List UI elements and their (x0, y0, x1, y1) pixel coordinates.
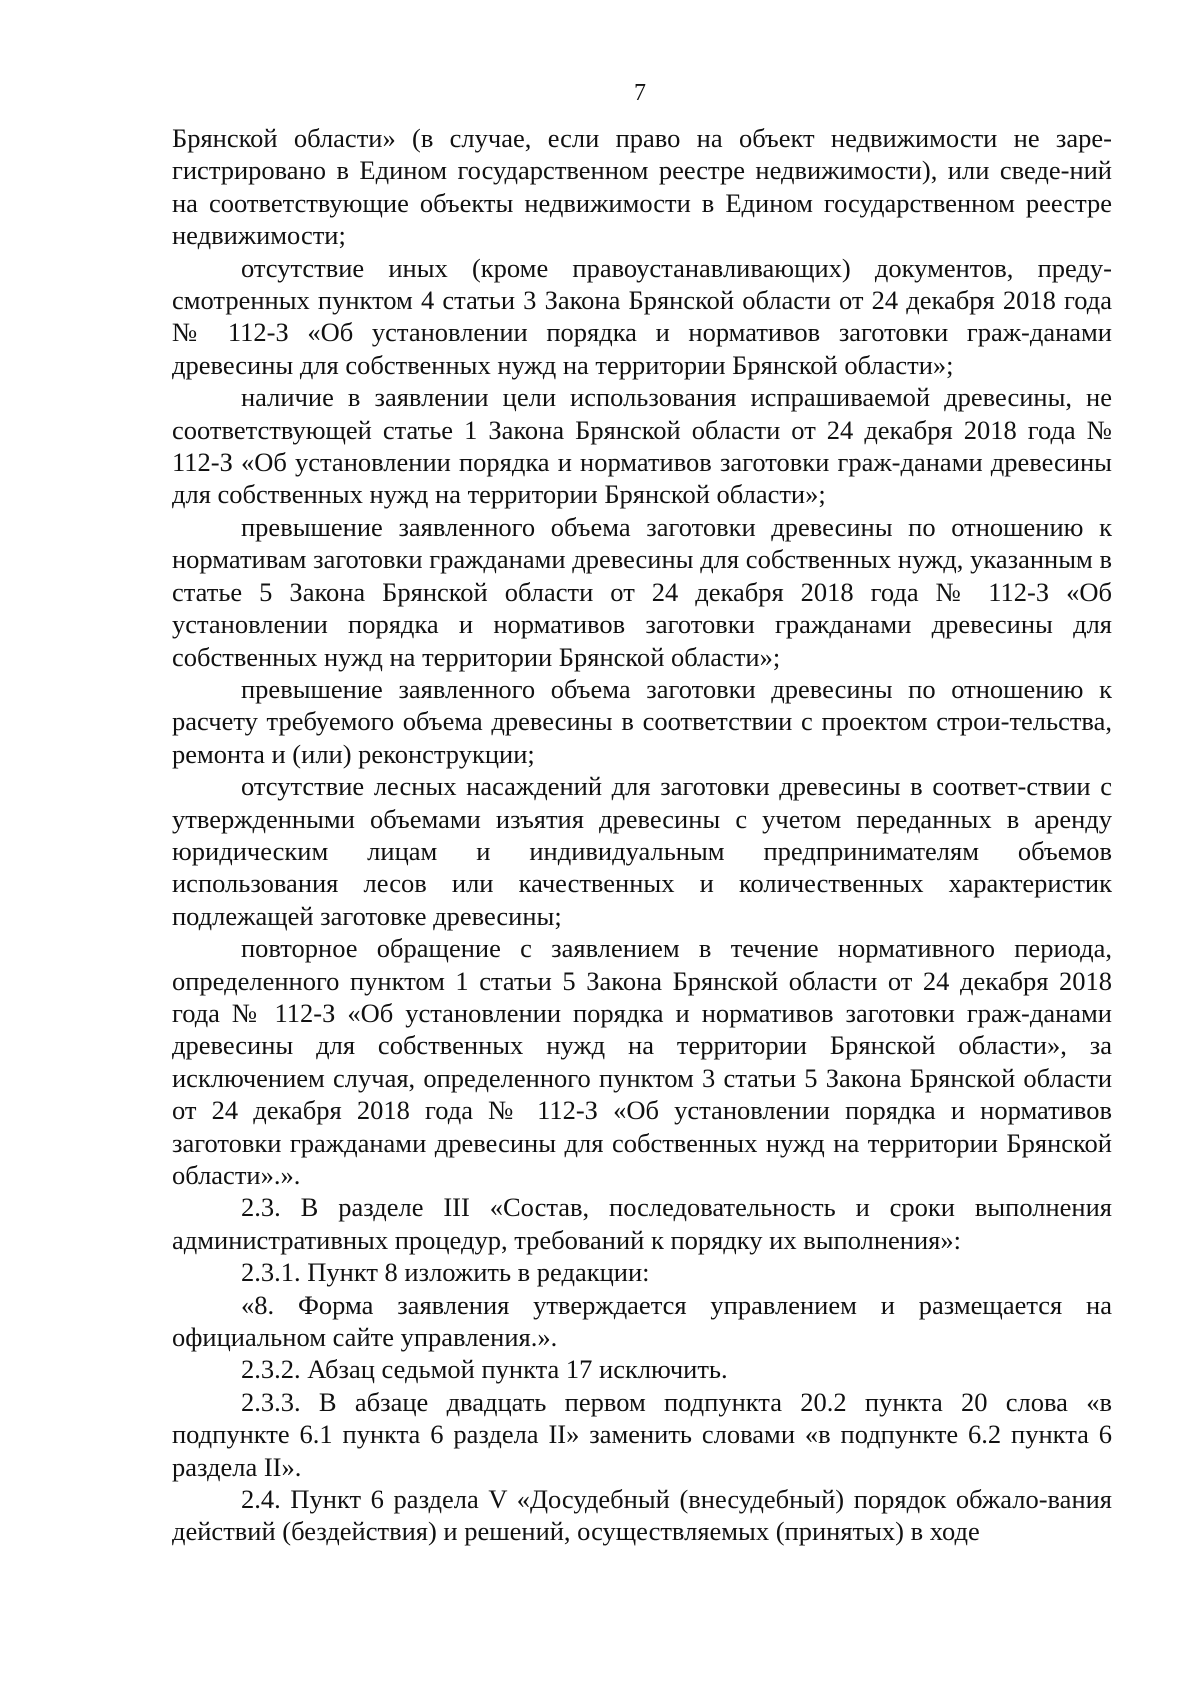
paragraph-purpose-mismatch: наличие в заявлении цели использования испрашиваемой древесины, не соответствующей статье 1 Закона Брянской области от 24 декабря 2018 года № 112-З «Об установлении порядка и нормативов заготовки граж-данами древесины для собственных нужд на территории Брянской области»; (172, 382, 1112, 510)
paragraph-repeat-request: повторное обращение с заявлением в течение нормативного периода, определенного пунктом 1 статьи 5 Закона Брянской области от 24 декабря 2018 года № 112-З «Об установлении порядка и нормативов заготовки граж-данами древесины для собственных нужд на территории Брянской области», за исключением случая, определенного пунктом 3 статьи 5 Закона Брянской области от 24 декабря 2018 года № 112-З «Об установлении порядка и нормативов заготовки гражданами древесины для собственных нужд на территории Брянской области».». (172, 933, 1112, 1190)
paragraph-no-forest: отсутствие лесных насаждений для заготовки древесины в соответ-ствии с утвержденными объемами изъятия древесины с учетом переданных в аренду юридическим лицам и индивидуальным предпринимателям объемов использования лесов или качественных и количественных характеристик подлежащей заготовке древесины; (172, 771, 1112, 931)
paragraph-norm-excess: превышение заявленного объема заготовки древесины по отношению к нормативам заготовки гражданами древесины для собственных нужд, указанным в статье 5 Закона Брянской области от 24 декабря 2018 года № 112-З «Об установлении порядка и нормативов заготовки гражданами древесины для собственных нужд на территории Брянской области»; (172, 511, 1112, 672)
paragraph-form-statement: «8. Форма заявления утверждается управлением и размещается на официальном сайте управления.». (172, 1289, 1112, 1353)
document-body (172, 122, 1112, 1548)
paragraph-project-excess: превышение заявленного объема заготовки древесины по отношению к расчету требуемого объема древесины в соответствии с проектом строи-тельства, ремонта и (или) реконструкции; (172, 673, 1112, 769)
page-number: 7 (634, 80, 646, 106)
paragraph-section-2-3: 2.3. В разделе III «Состав, последовательность и сроки выполнения административных процедур, требований к порядку их выполнения»: (172, 1192, 1112, 1255)
paragraph-section-2-3-3: 2.3.3. В абзаце двадцать первом подпункта 20.2 пункта 20 слова «в подпункте 6.1 пункта 6 раздела II» заменить словами «в подпункте 6.2 пункта 6 раздела II». (172, 1386, 1112, 1482)
paragraph-section-2-4: 2.4. Пункт 6 раздела V «Досудебный (внесудебный) порядок обжало-вания действий (бездействия) и решений, осуществляемых (принятых) в ходе (172, 1484, 1112, 1547)
paragraph-missing-documents: отсутствие иных (кроме правоустанавливающих) документов, преду-смотренных пунктом 4 статьи 3 Закона Брянской области от 24 декабря 2018 года № 112-З «Об установлении порядка и нормативов заготовки граж-данами древесины для собственных нужд на территории Брянской области»; (172, 252, 1112, 380)
paragraph-section-2-3-2: 2.3.2. Абзац седьмой пункта 17 исключить. (241, 1354, 728, 1385)
paragraph-continuation: Брянской области» (в случае, если право на объект недвижимости не заре-гистрировано в Едином государственном реестре недвижимости), или сведе-ний на соответствующие объекты недвижимости в Едином государственном реестре недвижимости; (172, 123, 1112, 251)
paragraph-section-2-3-1: 2.3.1. Пункт 8 изложить в редакции: (241, 1257, 650, 1288)
